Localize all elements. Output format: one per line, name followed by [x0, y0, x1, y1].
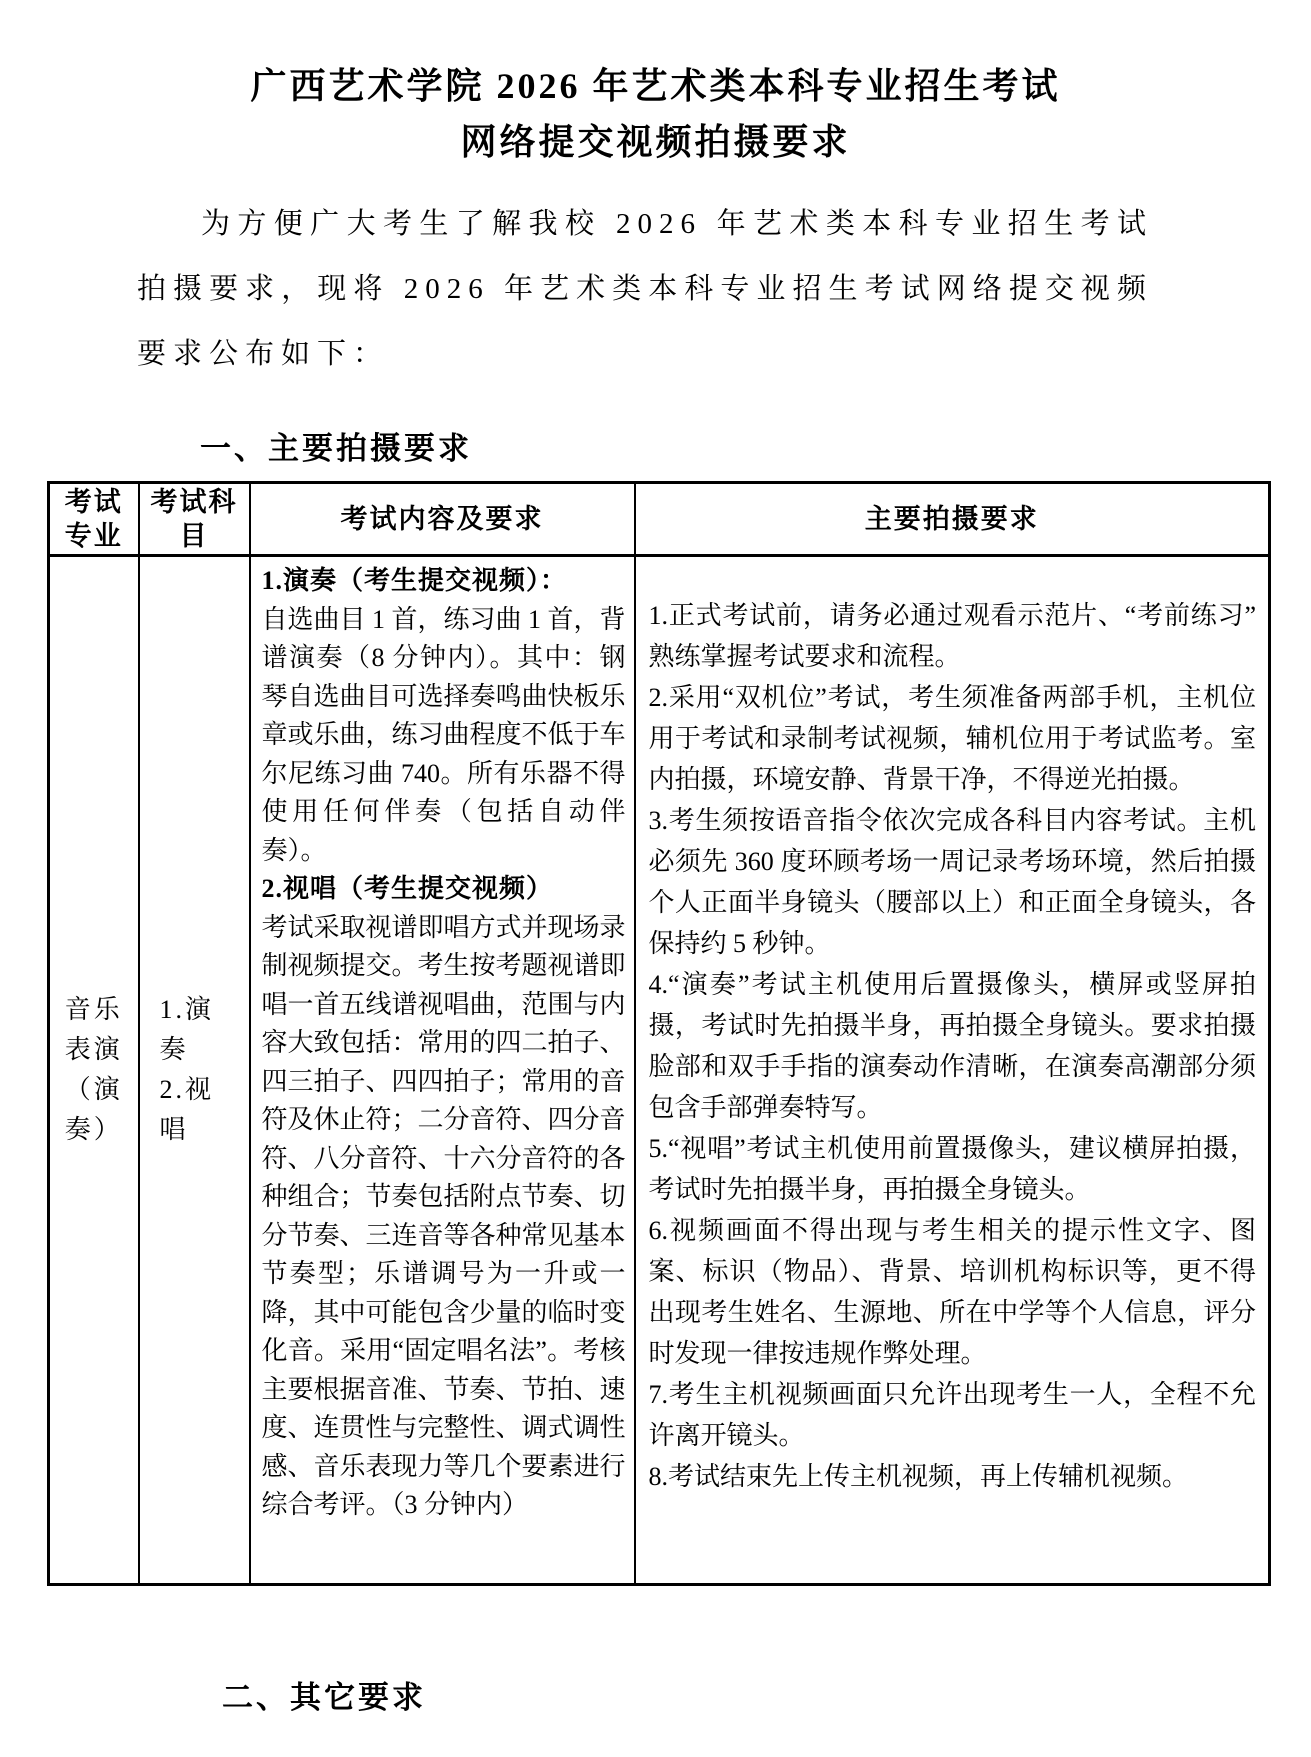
title-line-1: 广西艺术学院 2026 年艺术类本科专业招生考试 [250, 66, 1061, 106]
section-2-heading: 二、其它要求 [222, 1680, 426, 1715]
requirement-item: 4.“演奏”考试主机使用后置摄像头，横屏或竖屏拍摄，考试时先拍摄半身，再拍摄全身镜头。要求拍摄脸部和双手手指的演奏动作清晰，在演奏高潮部分须包含手部弹奏特写。 [648, 970, 1256, 1122]
requirement-item: 3.考生须按语音指令依次完成各科目内容考试。主机必须先 360 度环顾考场一周记录考场环境，然后拍摄个人正面半身镜头（腰部以上）和正面全身镜头，各保持约 5 秒钟。 [648, 806, 1256, 958]
requirement-item: 1.正式考试前，请务必通过观看示范片、“考前练习”熟练掌握考试要求和流程。 [648, 601, 1256, 671]
cell-exam-content [250, 556, 635, 1585]
content-part1-body: 自选曲目 1 首，练习曲 1 首，背谱演奏（8 分钟内）。其中：钢琴自选曲目可选择奏鸣曲快板乐章或乐曲，练习曲程度不低于车尔尼练习曲 740。所有乐器不得使用任何伴奏（包括自动伴奏）。 [261, 604, 626, 865]
requirement-item: 7.考生主机视频画面只允许出现考生一人，全程不允许离开镜头。 [648, 1380, 1256, 1450]
requirement-item: 6.视频画面不得出现与考生相关的提示性文字、图案、标识（物品）、背景、培训机构标识等，更不得出现考生姓名、生源地、所在中学等个人信息，评分时发现一律按违规作弊处理。 [648, 1216, 1256, 1368]
table-header-row [49, 483, 1270, 556]
requirements-table [47, 481, 1271, 1586]
content-part2-title: 2.视唱（考生提交视频） [261, 874, 554, 903]
table-row [49, 556, 1270, 1585]
col-header-shooting-requirements: 主要拍摄要求 [635, 483, 1270, 556]
col-header-exam-major: 考试专业 [49, 483, 139, 556]
cell-exam-subjects [139, 556, 250, 1585]
requirement-item: 8.考试结束先上传主机视频，再上传辅机视频。 [648, 1462, 1189, 1491]
subject-item: 2.视唱 [159, 1075, 215, 1144]
col-header-exam-subject: 考试科目 [139, 483, 250, 556]
cell-exam-major: 音乐表演（演奏） [49, 556, 139, 1585]
intro-paragraph: 为方便广大考生了解我校 2026 年艺术类本科专业招生考试拍摄要求，现将 2026 年艺术类本科专业招生考试网络提交视频要求公布如下： [137, 208, 1153, 370]
content-part1-title: 1.演奏（考生提交视频）： [261, 566, 568, 595]
title-line-2: 网络提交视频拍摄要求 [460, 122, 851, 162]
requirement-item: 2.采用“双机位”考试，考生须准备两部手机，主机位用于考试和录制考试视频，辅机位用于考试监考。室内拍摄，环境安静、背景干净，不得逆光拍摄。 [648, 683, 1256, 794]
cell-shooting-requirements [635, 556, 1270, 1585]
subject-item: 1.演奏 [159, 995, 215, 1064]
col-header-exam-content: 考试内容及要求 [250, 483, 635, 556]
document-title [0, 0, 1311, 170]
content-part2-body: 考试采取视谱即唱方式并现场录制视频提交。考生按考题视谱即唱一首五线谱视唱曲，范围与内容大致包括：常用的四二拍子、四三拍子、四四拍子；常用的音符及休止符；二分音符、四分音符、八分音符、十六分音符的各种组合；节奏包括附点节奏、切分节奏、三连音等各种常见基本节奏型；乐谱调号为一升或一降，其中可能包含少量的临时变化音。采用“固定唱名法”。考核主要根据音准、节奏、节拍、速度、连贯性与完整性、调式调性感、音乐表现力等几个要素进行综合考评。（3 分钟内） [261, 912, 626, 1519]
section-1-heading: 一、主要拍摄要求 [200, 431, 472, 466]
requirement-item: 5.“视唱”考试主机使用前置摄像头，建议横屏拍摄，考试时先拍摄半身，再拍摄全身镜头。 [648, 1134, 1256, 1204]
